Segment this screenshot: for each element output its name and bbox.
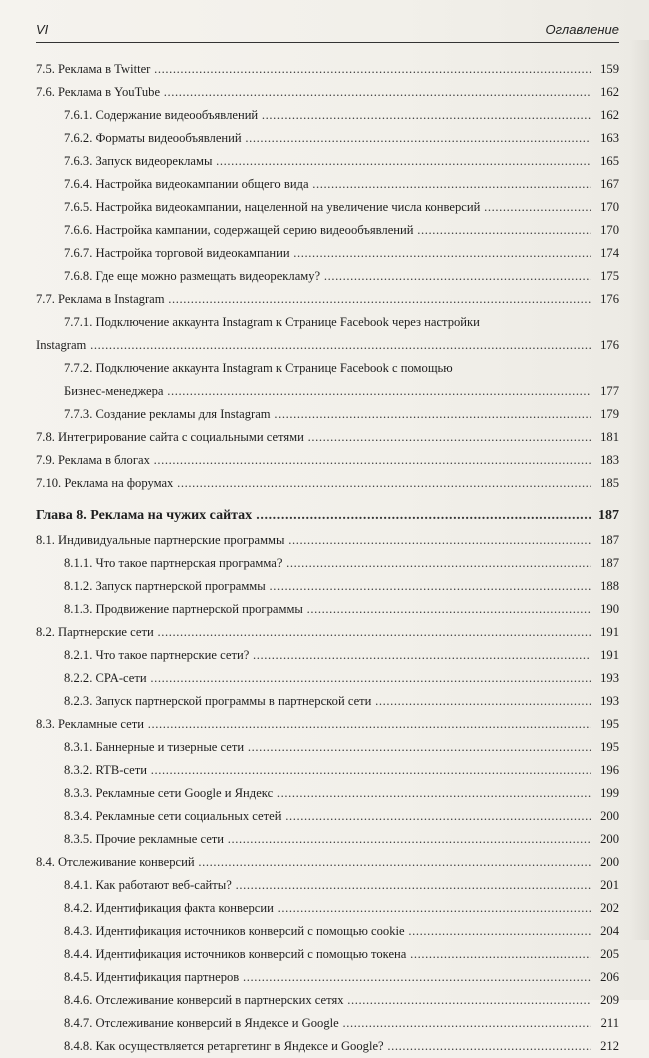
toc-entry: 7.8. Интегрирование сайта с социальными сетями ..... 181 — [36, 426, 619, 449]
page-number: VI — [36, 22, 49, 37]
toc-entry: 8.4.5. Идентификация партнеров ..... 206 — [36, 966, 619, 989]
toc-entry: 8.4.4. Идентификация источников конверсий с помощью токена ..... 205 — [36, 943, 619, 966]
toc-entry: 7.6.1. Содержание видеообъявлений ..... 162 — [36, 104, 619, 127]
toc-entry: 8.1.2. Запуск партнерской программы ..... 188 — [36, 575, 619, 598]
toc-entry: 8.3. Рекламные сети ..... 195 — [36, 713, 619, 736]
toc-entry: 7.7.3. Создание рекламы для Instagram ..... 179 — [36, 403, 619, 426]
toc-entry: 8.3.1. Баннерные и тизерные сети ..... 195 — [36, 736, 619, 759]
toc-entry: 7.7. Реклама в Instagram ..... 176 — [36, 288, 619, 311]
toc-entry: 8.3.3. Рекламные сети Google и Яндекс ..... 199 — [36, 782, 619, 805]
toc-entry: 8.1.1. Что такое партнерская программа? ..... 187 — [36, 552, 619, 575]
toc-entry: 7.7.1. Подключение аккаунта Instagram к Странице Facebook через настройки Instagram ..... 176 — [36, 311, 619, 357]
toc-entry: 7.5. Реклама в Twitter ..... 159 — [36, 58, 619, 81]
toc-entry: 8.4.2. Идентификация факта конверсии ..... 202 — [36, 897, 619, 920]
toc-entry: 7.6.4. Настройка видеокампании общего вида ..... 167 — [36, 173, 619, 196]
toc-entry: 7.6.6. Настройка кампании, содержащей серию видеообъявлений ..... 170 — [36, 219, 619, 242]
toc-entry: 8.4.8. Как осуществляется ретаргетинг в Яндексе и Google? ..... 212 — [36, 1035, 619, 1058]
spacer — [36, 495, 619, 503]
toc-entry: 8.3.5. Прочие рекламные сети ..... 200 — [36, 828, 619, 851]
header-rule — [36, 42, 619, 43]
toc-entry: 8.2.1. Что такое партнерские сети? ..... 191 — [36, 644, 619, 667]
toc-entry: 8.4.1. Как работают веб-сайты? ..... 201 — [36, 874, 619, 897]
toc-entry: 7.6.3. Запуск видеорекламы ..... 165 — [36, 150, 619, 173]
toc-entry: 7.7.2. Подключение аккаунта Instagram к Странице Facebook с помощью Бизнес-менеджера ..... 177 — [36, 357, 619, 403]
toc-entry: 8.2.3. Запуск партнерской программы в партнерской сети ..... 193 — [36, 690, 619, 713]
toc-entry: 8.2.2. CPA-сети ..... 193 — [36, 667, 619, 690]
toc-entry: 7.6.7. Настройка торговой видеокампании ..... 174 — [36, 242, 619, 265]
toc-entry: 8.1. Индивидуальные партнерские программы ..... 187 — [36, 529, 619, 552]
toc-chapter-heading: Глава 8. Реклама на чужих сайтах ..... 187 — [36, 503, 619, 529]
section-title: Оглавление — [545, 22, 619, 37]
toc-entry: 8.3.2. RTB-сети ..... 196 — [36, 759, 619, 782]
toc-entry: 8.3.4. Рекламные сети социальных сетей ..... 200 — [36, 805, 619, 828]
toc-entry: 7.6.2. Форматы видеообъявлений ..... 163 — [36, 127, 619, 150]
toc-entry: 7.6.5. Настройка видеокампании, нацеленной на увеличение числа конверсий ..... 170 — [36, 196, 619, 219]
toc-entry: 8.4.6. Отслеживание конверсий в партнерских сетях ..... 209 — [36, 989, 619, 1012]
toc-entry: 7.10. Реклама на форумах ..... 185 — [36, 472, 619, 495]
toc-entry: 8.4.7. Отслеживание конверсий в Яндексе и Google ..... 211 — [36, 1012, 619, 1035]
toc-entry: 8.4.3. Идентификация источников конверсий с помощью cookie ..... 204 — [36, 920, 619, 943]
table-of-contents — [36, 58, 619, 1058]
toc-entry: 7.9. Реклама в блогах ..... 183 — [36, 449, 619, 472]
toc-entry: 7.6.8. Где еще можно размещать видеорекламу? ..... 175 — [36, 265, 619, 288]
toc-entry: 7.6. Реклама в YouTube ..... 162 — [36, 81, 619, 104]
page-edge-shadow — [629, 40, 649, 940]
toc-entry: 8.4. Отслеживание конверсий ..... 200 — [36, 851, 619, 874]
toc-entry: 8.1.3. Продвижение партнерской программы ..... 190 — [36, 598, 619, 621]
running-header — [36, 22, 619, 42]
toc-entry: 8.2. Партнерские сети ..... 191 — [36, 621, 619, 644]
